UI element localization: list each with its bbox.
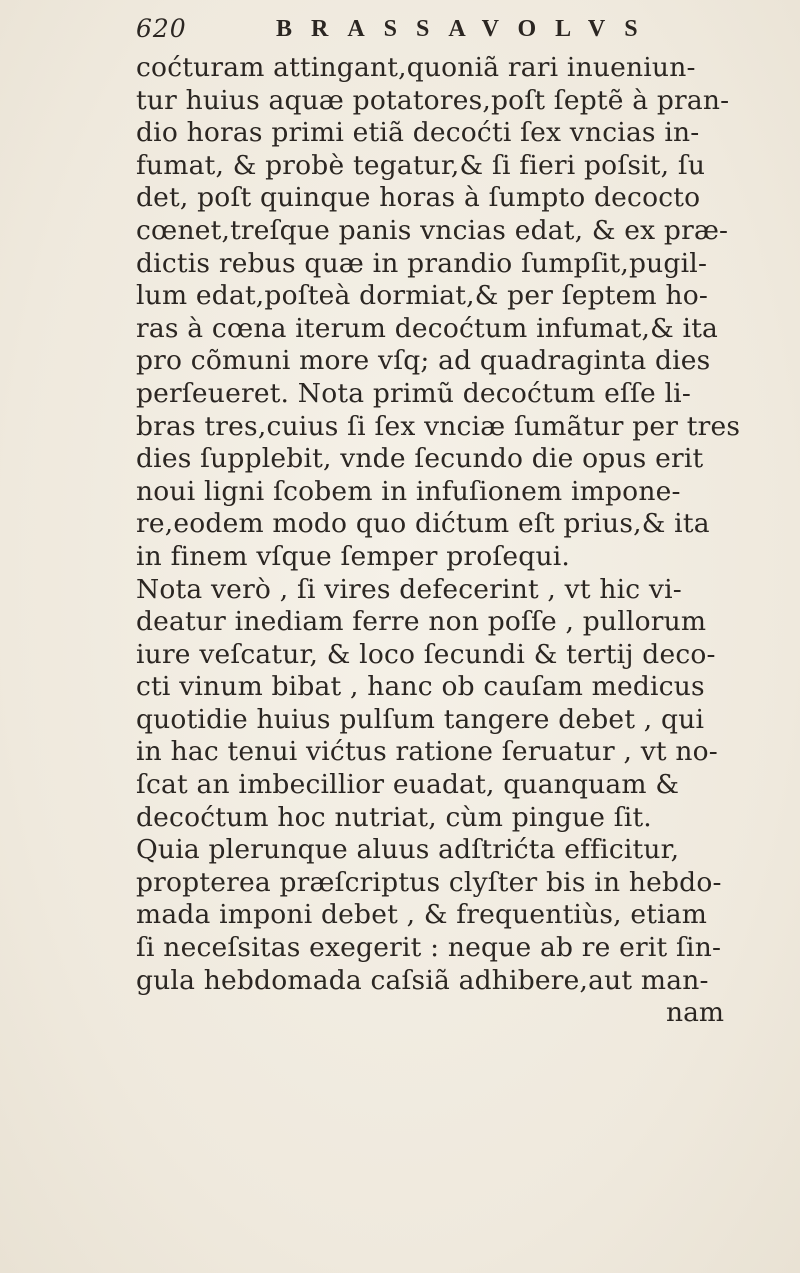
text-line: lum edat,poſteà dormiat,& per ſeptem ho-	[136, 280, 709, 312]
catchword: nam	[666, 997, 724, 1029]
text-line: dictis rebus quæ in prandio ſumpſit,pugil-	[136, 247, 708, 279]
text-line: propterea præſcriptus clyſter bis in hebdo-	[136, 866, 722, 898]
text-line: iure veſcatur, & loco ſecundi & tertij deco-	[136, 638, 716, 670]
text-line: perſeueret. Nota primũ decoćtum eſſe li-	[136, 377, 692, 409]
text-line: ſi neceſsitas exegerit : neque ab re erit ſin-	[136, 932, 722, 964]
text-line: mada imponi debet , & frequentiùs, etiam	[136, 899, 708, 931]
text-line: dies ſupplebit, vnde ſecundo die opus erit	[136, 443, 704, 475]
text-line: noui ligni ſcobem in infuſionem impone-	[136, 475, 681, 507]
text-line: ſcat an imbecillior euadat, quanquam &	[136, 769, 680, 801]
text-line: quotidie huius pulſum tangere debet , qui	[136, 703, 705, 735]
running-head: BRASSAVOLVS	[276, 16, 657, 42]
text-line: cti vinum bibat , hanc ob cauſam medicus	[136, 671, 705, 703]
body-text	[136, 52, 741, 1029]
text-line: pro cõmuni more vſq; ad quadraginta dies	[136, 345, 711, 377]
text-line: cœnet,treſque panis vncias edat, & ex præ-	[136, 214, 729, 246]
page-number: 620	[136, 14, 187, 43]
text-line: ras à cœna iterum decoćtum infumat,& ita	[136, 312, 719, 344]
text-line: gula hebdomada caſsiã adhibere,aut man-	[136, 964, 709, 996]
page-header	[136, 14, 656, 54]
text-line: Quia plerunque aluus adſtrićta efficitur,	[136, 834, 680, 866]
text-line: Nota verò , ſi vires defecerint , vt hic vi-	[136, 573, 682, 605]
text-line: coćturam attingant,quoniã rari inueniun-	[136, 52, 696, 83]
text-line: bras tres,cuius ſi ſex vnciæ ſumãtur per tres	[136, 410, 741, 442]
text-line: in hac tenui vićtus ratione ſeruatur , vt no-	[136, 736, 718, 768]
text-line: decoćtum hoc nutriat, cùm pingue ſit.	[136, 801, 652, 833]
text-line: deatur inediam ferre non poſſe , pullorum	[136, 606, 707, 638]
text-line: in finem vſque ſemper proſequi.	[136, 540, 571, 572]
text-line: tur huius aquæ potatores,poſt ſeptẽ à pran-	[136, 84, 730, 116]
text-line: dio horas primi etiã decoćti ſex vncias in-	[136, 117, 700, 149]
text-line: fumat, & probè tegatur,& ſi fieri poſsit, ſu	[136, 149, 706, 181]
text-line: re,eodem modo quo dićtum eſt prius,& ita	[136, 508, 710, 540]
text-line: det, poſt quinque horas à ſumpto decocto	[136, 182, 701, 214]
